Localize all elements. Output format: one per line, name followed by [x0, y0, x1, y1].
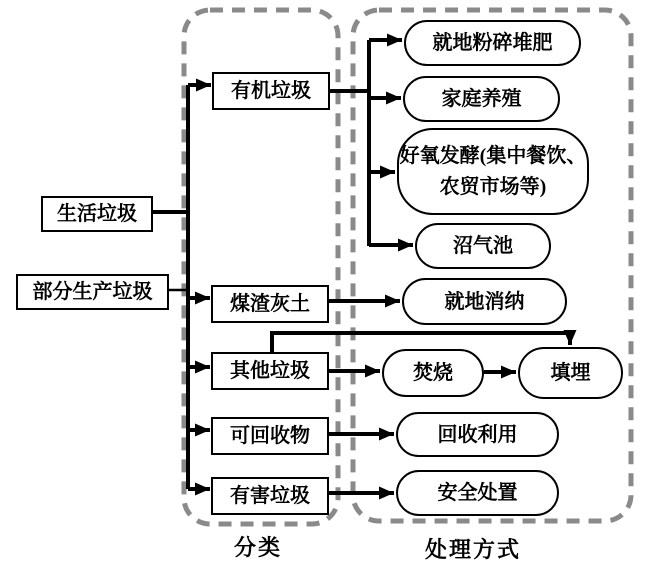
treatment-group-label: 处理方式 [424, 537, 521, 562]
haoyang-fajiao-line2: 农贸市场等) [439, 175, 547, 198]
category-box-youji-laji: 有机垃圾 [212, 72, 330, 110]
category-box-qita-laji: 其他垃圾 [211, 352, 329, 390]
treatment-box-zhaoqi-chi: 沼气池 [415, 223, 551, 269]
treatment-box-tianmai: 填埋 [518, 347, 623, 399]
haoyang-fajiao-line1: 好氧发酵(集中餐饮、 [399, 144, 587, 167]
haoyang-fajiao-text [400, 141, 587, 203]
treatment-box-fenshao: 焚烧 [382, 349, 484, 397]
treatment-box-haoyang-fajiao [397, 128, 589, 215]
category-box-meizha-huitu: 煤渣灰土 [211, 285, 329, 323]
treatment-box-huishou-liyong: 回收利用 [396, 412, 559, 457]
category-box-kehuishou-wu: 可回收物 [211, 417, 329, 455]
treatment-box-anquan-chuzhi: 安全处置 [396, 470, 559, 516]
treatment-box-jiating-yangzhi: 家庭养殖 [403, 76, 560, 122]
treatment-box-jiudi-fensui-duifei: 就地粉碎堆肥 [404, 20, 581, 66]
source-box-bufen-shengchan-laji: 部分生产垃圾 [16, 274, 169, 310]
source-box-shenghuo-laji: 生活垃圾 [41, 196, 153, 232]
category-box-youhai-laji: 有害垃圾 [211, 477, 329, 515]
classification-group-label: 分类 [233, 535, 282, 560]
treatment-box-jiudi-xiaona: 就地消纳 [402, 278, 567, 325]
